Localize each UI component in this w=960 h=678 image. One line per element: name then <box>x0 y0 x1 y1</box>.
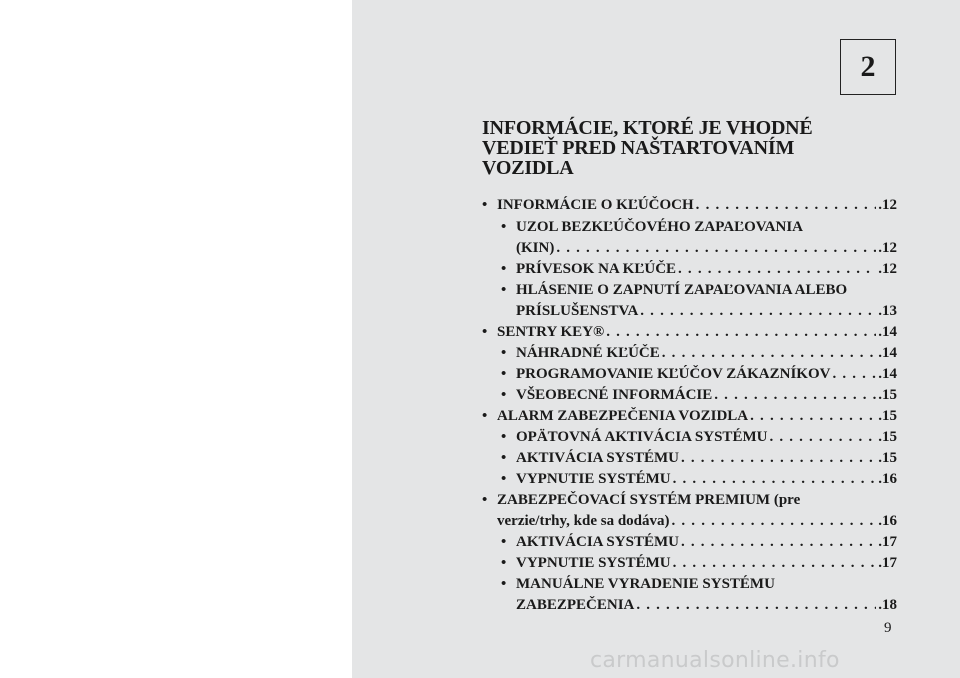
bullet-icon: • <box>501 345 507 361</box>
bullet-icon: • <box>482 492 488 508</box>
toc-entry[interactable] <box>482 322 897 343</box>
toc-entry[interactable] <box>482 364 897 385</box>
toc-entry[interactable] <box>482 532 897 553</box>
toc-entry-page: .18 <box>878 597 897 613</box>
toc-entry[interactable] <box>482 195 897 216</box>
toc-entry-page: .14 <box>878 324 897 340</box>
toc-entry-label: INFORMÁCIE O KĽÚČOCH <box>497 197 694 213</box>
toc-entry-label: (KIN) <box>516 240 555 256</box>
dot-leader <box>769 427 876 448</box>
bullet-icon: • <box>501 450 507 466</box>
toc-entry-page: .17 <box>878 555 897 571</box>
toc-entry-label: VŠEOBECNÉ INFORMÁCIE <box>516 387 713 403</box>
toc-entry-page: .15 <box>878 387 897 403</box>
dot-leader <box>750 406 876 427</box>
toc-entry-page: .12 <box>878 261 897 277</box>
toc-entry-page: .14 <box>878 366 897 382</box>
toc-entry-label: VYPNUTIE SYSTÉMU <box>516 555 671 571</box>
dot-leader <box>681 532 876 553</box>
toc-entry-label: PROGRAMOVANIE KĽÚČOV ZÁKAZNÍKOV <box>516 366 831 382</box>
chapter-title-line: VOZIDLA <box>482 157 574 179</box>
toc-entry-label: OPÄTOVNÁ AKTIVÁCIA SYSTÉMU <box>516 429 768 445</box>
bullet-icon: • <box>501 555 507 571</box>
toc-entry-page: .15 <box>878 450 897 466</box>
toc-entry-label: ALARM ZABEZPEČENIA VOZIDLA <box>497 408 749 424</box>
dot-leader <box>678 259 876 280</box>
bullet-icon: • <box>501 219 507 235</box>
toc-entry[interactable] <box>482 280 897 322</box>
toc-entry-label: VYPNUTIE SYSTÉMU <box>516 471 671 487</box>
toc-entry-label: NÁHRADNÉ KĽÚČE <box>516 345 660 361</box>
page-number: 9 <box>884 620 892 636</box>
chapter-title <box>482 118 872 178</box>
toc-entry-page: .12 <box>878 197 897 213</box>
toc-entry-label: HLÁSENIE O ZAPNUTÍ ZAPAĽOVANIA ALEBO <box>516 282 848 298</box>
dot-leader <box>673 553 877 574</box>
toc-entry-page: .16 <box>878 471 897 487</box>
dot-leader <box>673 469 877 490</box>
toc-entry[interactable] <box>482 427 897 448</box>
toc-entry-label: MANUÁLNE VYRADENIE SYSTÉMU <box>516 576 775 592</box>
bullet-icon: • <box>501 387 507 403</box>
dot-leader <box>832 364 876 385</box>
toc-entry-page: .17 <box>878 534 897 550</box>
dot-leader <box>714 385 876 406</box>
chapter-title-line: INFORMÁCIE, KTORÉ JE VHODNÉ <box>482 117 813 139</box>
toc-entry[interactable] <box>482 406 897 427</box>
toc-entry[interactable] <box>482 553 897 574</box>
toc-entry-label: ZABEZPEČOVACÍ SYSTÉM PREMIUM (pre <box>497 492 801 508</box>
toc-entry-page: .15 <box>878 408 897 424</box>
toc-entry[interactable] <box>482 217 897 259</box>
dot-leader <box>672 511 877 532</box>
bullet-icon: • <box>501 534 507 550</box>
bullet-icon: • <box>501 429 507 445</box>
toc-entry[interactable] <box>482 574 897 616</box>
dot-leader <box>556 238 876 259</box>
toc-entry-page: .13 <box>878 303 897 319</box>
toc-entry[interactable] <box>482 259 897 280</box>
toc-entry[interactable] <box>482 469 897 490</box>
dot-leader <box>662 343 876 364</box>
dot-leader <box>696 195 877 216</box>
toc-entry[interactable] <box>482 490 897 532</box>
toc-entry[interactable] <box>482 343 897 364</box>
bullet-icon: • <box>501 576 507 592</box>
bullet-icon: • <box>501 261 507 277</box>
toc-entry-label: UZOL BEZKĽÚČOVÉHO ZAPAĽOVANIA <box>516 219 803 235</box>
toc-entry-page: .12 <box>878 240 897 256</box>
bullet-icon: • <box>501 471 507 487</box>
bullet-icon: • <box>482 324 488 340</box>
toc-entry-label: AKTIVÁCIA SYSTÉMU <box>516 534 679 550</box>
toc-entry-label: ZABEZPEČENIA <box>516 597 635 613</box>
bullet-icon: • <box>501 282 507 298</box>
dot-leader <box>636 595 876 616</box>
bullet-icon: • <box>482 197 488 213</box>
toc-entry-page: .15 <box>878 429 897 445</box>
toc-entry-page: .16 <box>878 513 897 529</box>
chapter-number: 2 <box>860 50 876 83</box>
toc-entry-label: verzie/trhy, kde sa dodáva) <box>497 513 670 529</box>
chapter-number-box <box>840 39 896 95</box>
toc-entry-label: AKTIVÁCIA SYSTÉMU <box>516 450 679 466</box>
dot-leader <box>681 448 876 469</box>
toc-entry[interactable] <box>482 385 897 406</box>
chapter-title-line: VEDIEŤ PRED NAŠTARTOVANÍM <box>482 137 795 159</box>
bullet-icon: • <box>501 366 507 382</box>
dot-leader <box>606 322 876 343</box>
toc-entry-label: PRÍSLUŠENSTVA <box>516 303 639 319</box>
watermark: carmanualsonline.info <box>590 648 840 673</box>
toc-entry[interactable] <box>482 448 897 469</box>
toc-entry-label: SENTRY KEY® <box>497 324 605 340</box>
toc-entry-label: PRÍVESOK NA KĽÚČE <box>516 261 677 277</box>
bullet-icon: • <box>482 408 488 424</box>
dot-leader <box>640 301 876 322</box>
toc-entry-page: .14 <box>878 345 897 361</box>
